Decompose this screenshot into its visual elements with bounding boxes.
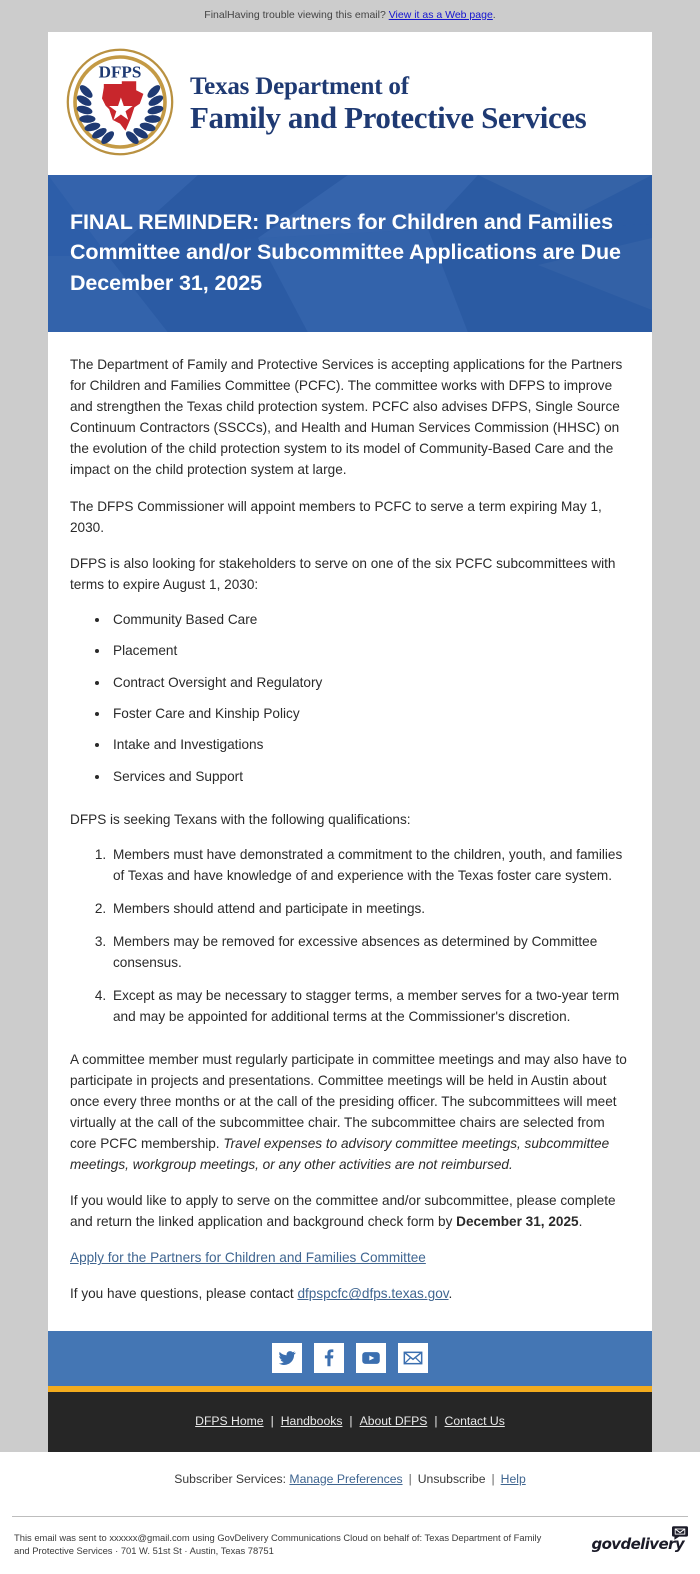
list-item: • Placement xyxy=(110,641,630,661)
subscriber-services-label: Subscriber Services: xyxy=(174,1471,287,1486)
govdelivery-bubble-icon xyxy=(672,1526,688,1545)
view-as-web-page-link[interactable]: View it as a Web page xyxy=(388,9,493,21)
brand-line-2: Family and Protective Services xyxy=(190,99,587,135)
youtube-icon[interactable] xyxy=(356,1343,386,1373)
apply-deadline: December 31, 2025 xyxy=(456,1214,579,1230)
footer-link-about-dfps[interactable]: About DFPS xyxy=(359,1413,428,1428)
twitter-icon[interactable] xyxy=(272,1343,302,1373)
apply-text-tail: . xyxy=(578,1214,583,1230)
email-card xyxy=(48,32,652,1452)
legal-text xyxy=(14,1531,541,1558)
help-link[interactable]: Help xyxy=(500,1471,526,1486)
list-item: 3. Members may be removed for excessive absences as determined by Committee consensus. xyxy=(110,932,630,973)
list-item: • Contract Oversight and Regulatory xyxy=(110,673,630,693)
list-item: 4. Except as may be necessary to stagger terms, a member serves for a two-year term and may be appointed for additional terms at the Commissioner's discretion. xyxy=(110,986,630,1027)
qualifications-list xyxy=(70,845,630,1027)
footer-separator: | xyxy=(349,1413,353,1428)
preheader-bar xyxy=(0,0,700,32)
seal-text: DFPS xyxy=(98,62,142,82)
legal-line-2: and Protective Services · 701 W. 51st St · Austin, Texas 78751 xyxy=(14,1545,274,1557)
footer-link-dfps-home[interactable]: DFPS Home xyxy=(195,1413,264,1428)
paragraph-apply-link xyxy=(70,1247,630,1268)
list-item: • Services and Support xyxy=(110,767,630,787)
email-body xyxy=(48,332,652,1330)
participation-plain: A committee member must regularly participate in committee meetings and may also have to participate in projects and presentations. Committee meetings will be held in Austin about once every three months or at the call of the presiding officer. The subcommittees will meet virtually at the call of the subcommittee chair. The subcommittee chairs are selected from core PCFC membership. xyxy=(70,1051,627,1152)
brand-line-1: Texas Department of xyxy=(190,72,409,100)
brand-wordmark xyxy=(190,74,586,135)
email-icon[interactable] xyxy=(398,1343,428,1373)
apply-text-lead: If you would like to apply to serve on the committee and/or subcommittee, please complete and return the linked application and background check form by xyxy=(70,1193,616,1230)
social-bar xyxy=(48,1331,652,1386)
title-banner xyxy=(48,175,652,333)
manage-preferences-link[interactable]: Manage Preferences xyxy=(289,1471,403,1486)
questions-lead: If you have questions, please contact xyxy=(70,1286,298,1302)
govdelivery-wordmark: govdelivery xyxy=(591,1534,684,1553)
questions-tail: . xyxy=(448,1286,453,1302)
legal-line-1: This email was sent to xxxxxx@gmail.com using GovDelivery Communications Cloud on behalf of: Texas Department of Family xyxy=(14,1531,542,1543)
paragraph-subcommittees-intro: DFPS is also looking for stakeholders to serve on one of the six PCFC subcommittees with terms to expire August 1, 2030: xyxy=(70,555,616,592)
contact-email-link[interactable]: dfpspcfc@dfps.texas.gov xyxy=(297,1286,449,1302)
brand-header xyxy=(48,32,652,175)
paragraph-intro: The Department of Family and Protective Services is accepting applications for the Partners for Children and Families Committee (PCFC). The committee works with DFPS to improve and strengthen the Texas child protection system. PCFC also advises DFPS, Single Source Continuum Contractors (SSCCs), and Health and Human Services Commission (HHSC) on the evolution of the child protection system to its model of Community-Based Care and the impact on the child protection system at large. xyxy=(70,357,623,478)
list-item: • Community Based Care xyxy=(110,610,630,630)
paragraph-how-to-apply xyxy=(70,1190,630,1232)
unsubscribe-link[interactable]: Unsubscribe xyxy=(417,1471,486,1486)
list-item: 2. Members should attend and participate in meetings. xyxy=(110,899,630,919)
footer-link-contact-us[interactable]: Contact Us xyxy=(444,1413,505,1428)
legal-footer xyxy=(0,1517,700,1574)
paragraph-participation xyxy=(70,1049,630,1175)
footer-separator: | xyxy=(270,1413,274,1428)
preheader-text: FinalHaving trouble viewing this email? xyxy=(204,9,389,21)
footer-separator: | xyxy=(434,1413,438,1428)
paragraph-term: The DFPS Commissioner will appoint members to PCFC to serve a term expiring May 1, 2030. xyxy=(70,498,602,535)
email-card-wrapper xyxy=(0,32,700,1452)
dfps-seal-logo xyxy=(66,48,174,161)
footer-link-handbooks[interactable]: Handbooks xyxy=(280,1413,343,1428)
preheader-trailing: . xyxy=(492,9,496,21)
list-item: • Intake and Investigations xyxy=(110,735,630,755)
social-icon-group xyxy=(272,1343,428,1373)
footer-nav xyxy=(48,1392,652,1452)
paragraph-questions xyxy=(70,1283,630,1304)
subscriber-separator: | xyxy=(491,1471,495,1486)
facebook-icon[interactable] xyxy=(314,1343,344,1373)
subscriber-services-bar xyxy=(0,1452,700,1504)
paragraph-qualifications-intro: DFPS is seeking Texans with the following qualifications: xyxy=(70,812,411,828)
participation-italic-note: Travel expenses to advisory committee meetings, subcommittee meetings, workgroup meetings, or any other activities are not reimbursed. xyxy=(70,1136,610,1173)
list-item: 1. Members must have demonstrated a commitment to the children, youth, and families of Texas and have knowledge of and experience with the Texas foster care system. xyxy=(110,845,630,886)
subscriber-separator: | xyxy=(408,1471,412,1486)
list-item: • Foster Care and Kinship Policy xyxy=(110,704,630,724)
govdelivery-logo xyxy=(591,1535,686,1554)
subcommittee-list xyxy=(70,610,630,787)
apply-committee-link[interactable]: Apply for the Partners for Children and Families Committee xyxy=(70,1250,426,1266)
banner-title: FINAL REMINDER: Partners for Children and Families Committee and/or Subcommittee Applications are Due December 31, 2025 xyxy=(70,209,621,295)
